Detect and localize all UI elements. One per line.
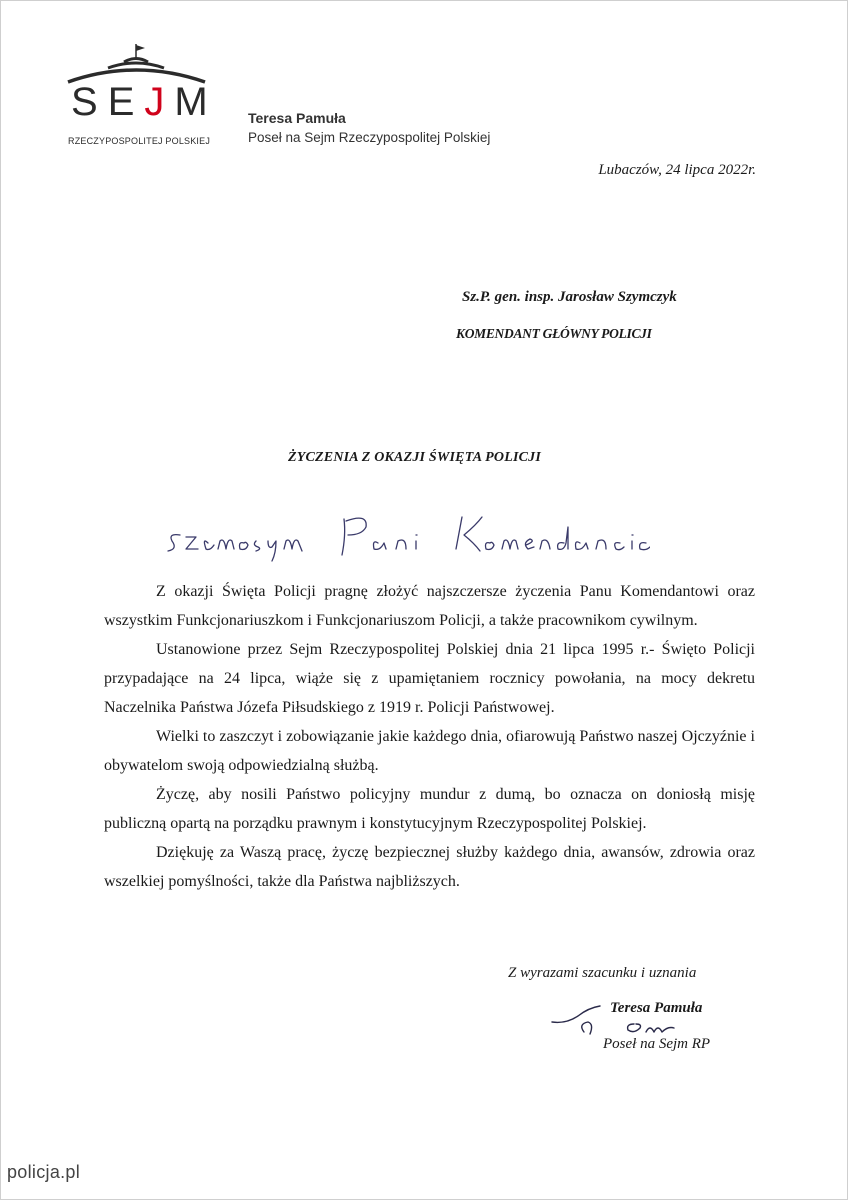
sejm-dome-icon	[64, 44, 209, 84]
signature-name: Teresa Pamuła	[610, 1000, 703, 1016]
logo-wordmark: SEJM	[71, 80, 218, 124]
paragraph-2: Ustanowione przez Sejm Rzeczypospolitej Polskiej dnia 21 lipca 1995 r.- Święto Policji przypadające na 24 lipca, wiąże się z upamiętaniem rocznicy powołania, na mocy dekretu Naczelnika Państwa Józefa Piłsudskiego z 1919 r. Policji Państwowej.	[104, 641, 755, 716]
handwritten-salutation	[160, 505, 650, 570]
paragraph-1: Z okazji Święta Policji pragnę złożyć najszczersze życzenia Panu Komendantowi oraz wszystkim Funkcjonariuszkom i Funkcjonariuszom Policji, a także pracownikom cywilnym.	[104, 583, 755, 629]
signature-role: Poseł na Sejm RP	[603, 1036, 711, 1052]
paragraph-5: Dziękuję za Waszą pracę, życzę bezpiecznej służby każdego dnia, awansów, zdrowia oraz wszelkiej pomyślności, także dla Państwa najbliższych.	[104, 844, 755, 890]
sender-block	[248, 110, 490, 145]
place-date: Lubaczów, 24 lipca 2022r.	[598, 162, 756, 178]
sejm-logo	[64, 44, 218, 154]
sender-role: Poseł na Sejm Rzeczypospolitej Polskiej	[248, 130, 491, 145]
letter-subject: ŻYCZENIA Z OKAZJI ŚWIĘTA POLICJI	[288, 450, 542, 465]
source-watermark: policja.pl	[7, 1162, 81, 1182]
paragraph-3: Wielki to zaszczyt i zobowiązanie jakie każdego dnia, ofiarowują Państwo naszej Ojczyźnie i obywatelom swoją odpowiedzialną służbą.	[104, 728, 755, 774]
logo-subtitle: RZECZYPOSPOLITEJ POLSKIEJ	[68, 136, 211, 146]
sender-name: Teresa Pamuła	[248, 110, 346, 126]
addressee-name: Sz.P. gen. insp. Jarosław Szymczyk	[462, 289, 677, 305]
addressee-title: KOMENDANT GŁÓWNY POLICJI	[456, 326, 652, 341]
letter-body	[104, 577, 755, 896]
closing-phrase: Z wyrazami szacunku i uznania	[508, 965, 697, 981]
paragraph-4: Życzę, aby nosili Państwo policyjny mundur z dumą, bo oznacza on doniosłą misję publiczną opartą na porządku prawnym i konstytucyjnym Rzeczypospolitej Polskiej.	[104, 786, 755, 832]
